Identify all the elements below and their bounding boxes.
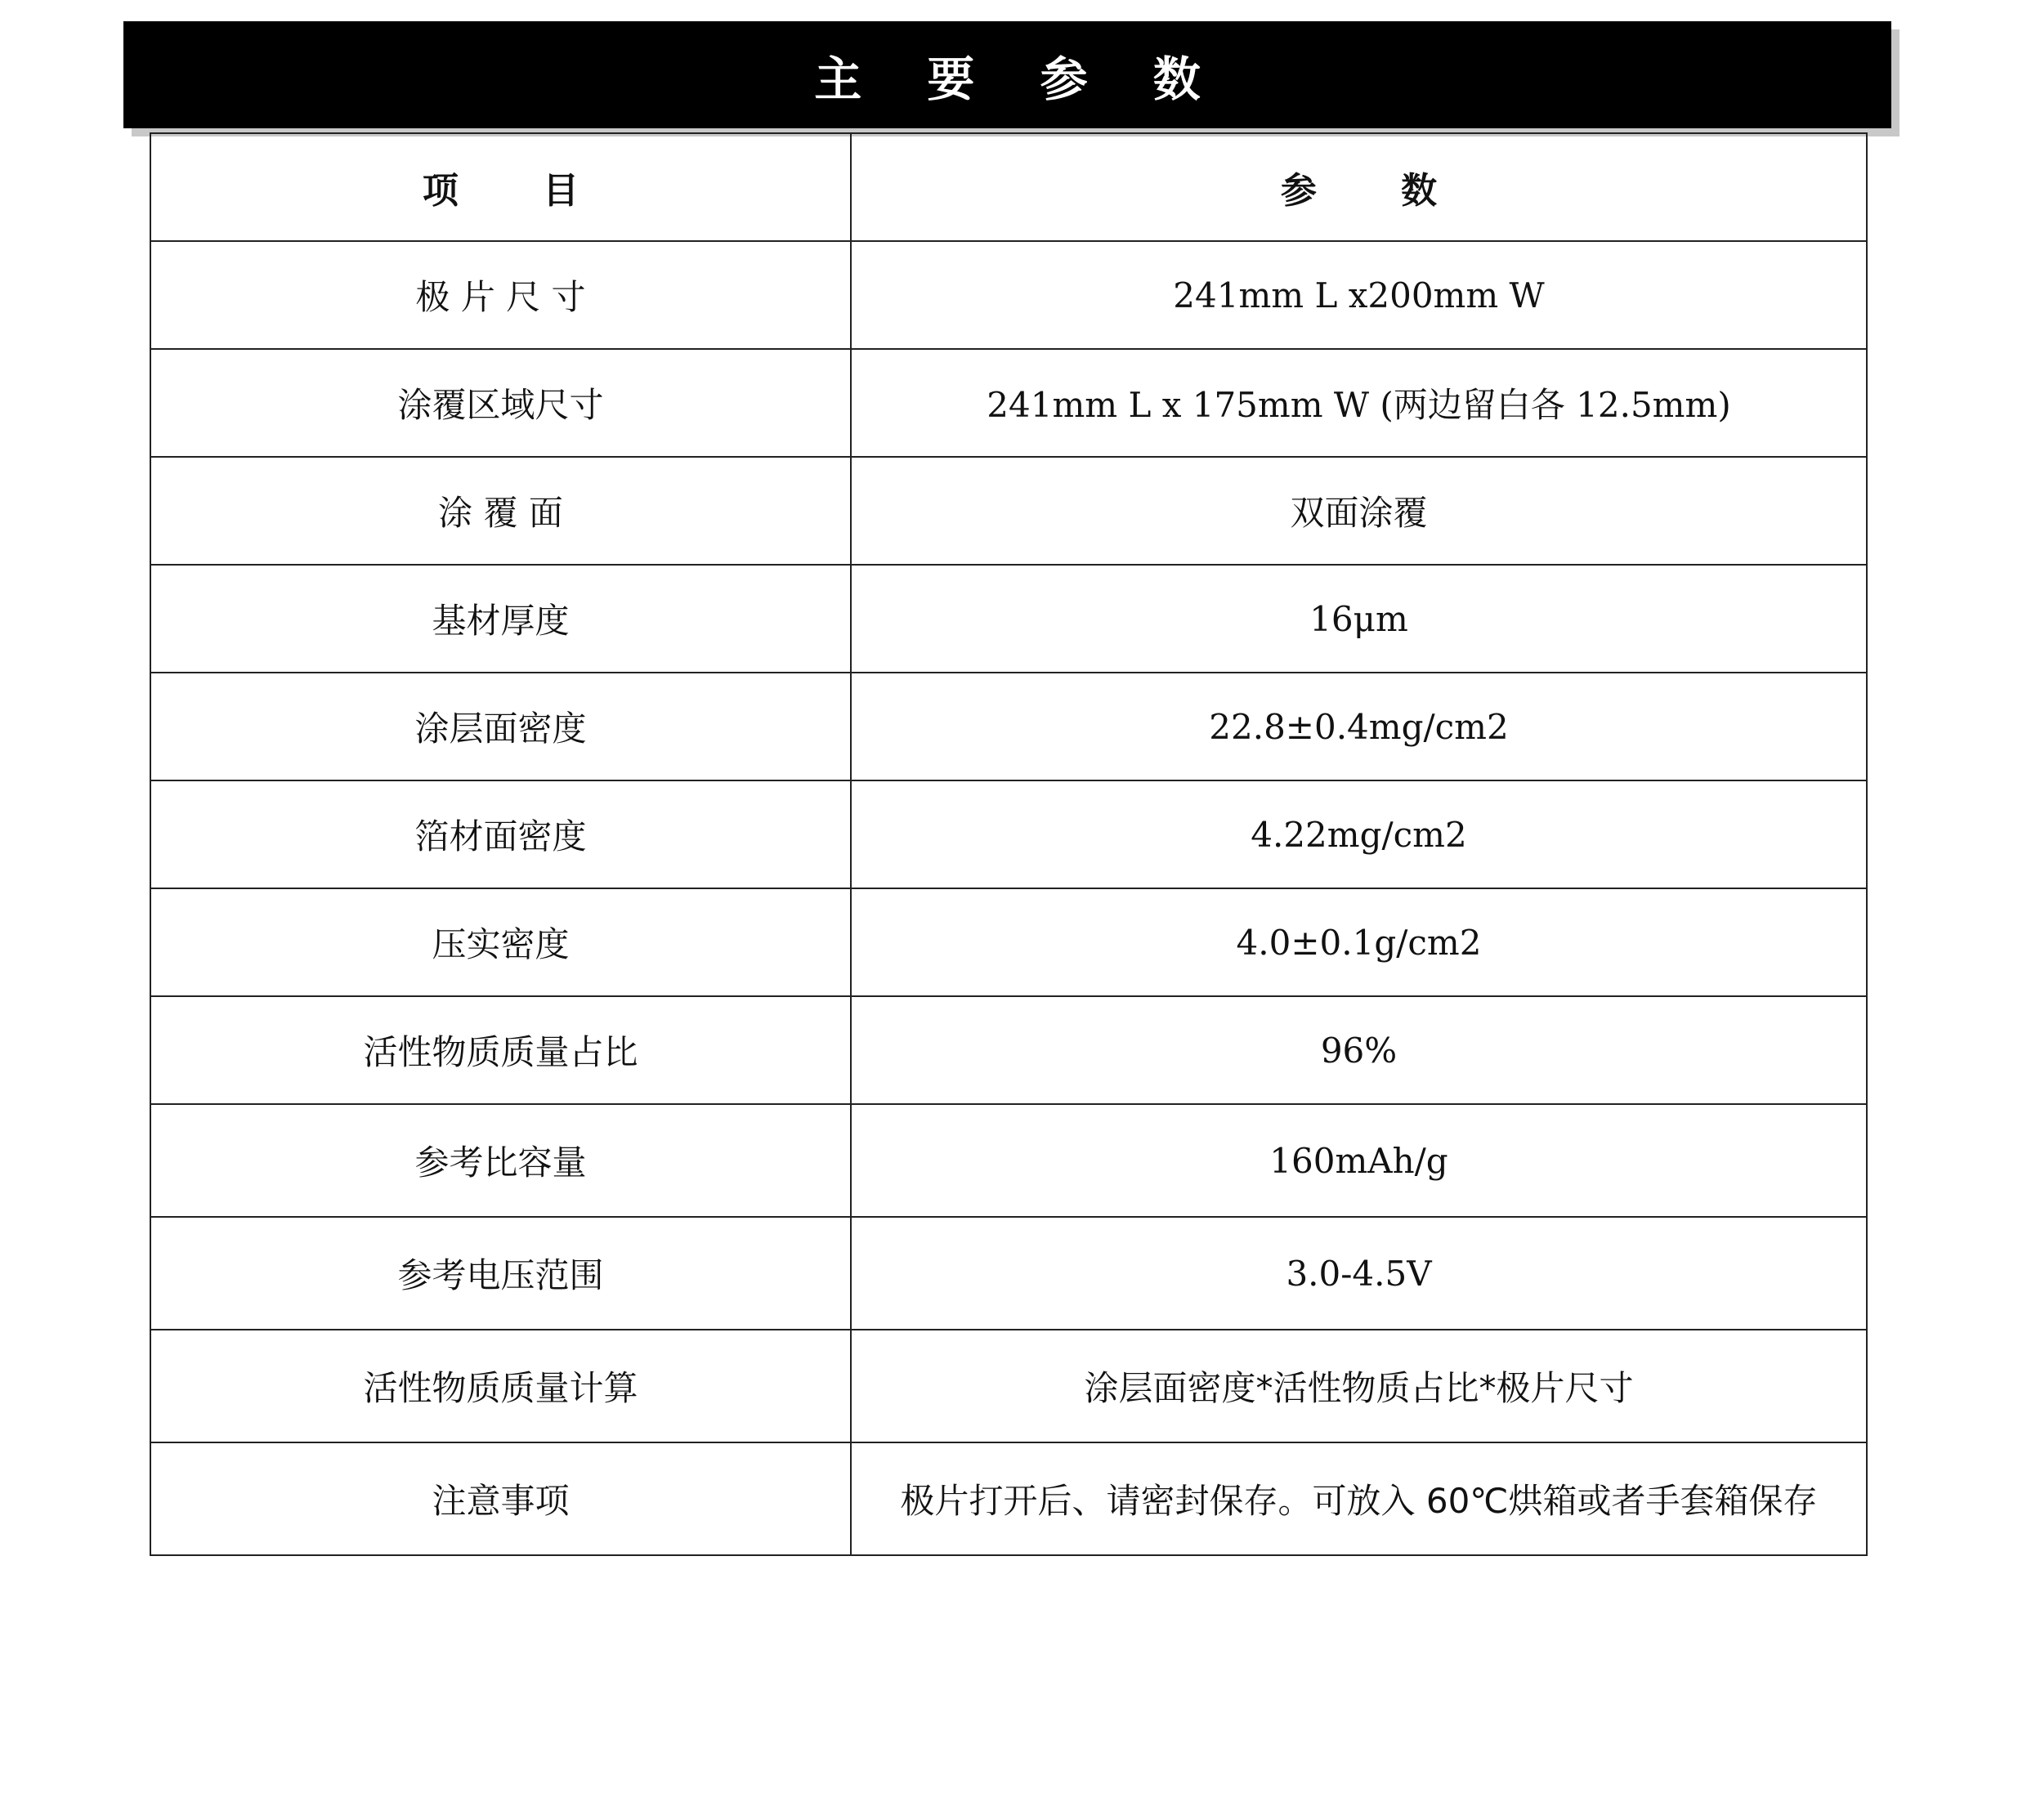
row-item: 参考比容量 <box>150 1104 851 1217</box>
table-row <box>150 457 1867 565</box>
row-value: 241mm L x 175mm W (两边留白各 12.5mm) <box>851 349 1867 457</box>
table-row <box>150 565 1867 673</box>
table-row <box>150 241 1867 349</box>
row-item: 参考电压范围 <box>150 1217 851 1330</box>
table-row <box>150 888 1867 996</box>
table-row <box>150 1217 1867 1330</box>
row-item: 涂覆区域尺寸 <box>150 349 851 457</box>
row-item: 注意事项 <box>150 1442 851 1555</box>
row-value: 3.0-4.5V <box>851 1217 1867 1330</box>
page-title: 主 要 参 数 <box>814 51 1225 107</box>
row-value: 22.8±0.4mg/cm2 <box>851 673 1867 780</box>
header-value-label: 参 数 <box>1280 170 1474 212</box>
row-value: 极片打开后、请密封保存。可放入 60℃烘箱或者手套箱保存 <box>851 1442 1867 1555</box>
row-item: 箔材面密度 <box>150 780 851 888</box>
row-value: 4.22mg/cm2 <box>851 780 1867 888</box>
row-value: 16μm <box>851 565 1867 673</box>
row-value: 双面涂覆 <box>851 457 1867 565</box>
table-row <box>150 1104 1867 1217</box>
row-item: 基材厚度 <box>150 565 851 673</box>
row-value: 160mAh/g <box>851 1104 1867 1217</box>
header-item <box>150 133 851 241</box>
row-value: 4.0±0.1g/cm2 <box>851 888 1867 996</box>
row-value: 241mm L x200mm W <box>851 241 1867 349</box>
table-row <box>150 1330 1867 1442</box>
row-item: 活性物质质量占比 <box>150 996 851 1104</box>
title-banner <box>123 21 1891 128</box>
table-header-row <box>150 133 1867 241</box>
table-row <box>150 780 1867 888</box>
table-row <box>150 1442 1867 1555</box>
row-item: 活性物质质量计算 <box>150 1330 851 1442</box>
row-value: 涂层面密度*活性物质占比*极片尺寸 <box>851 1330 1867 1442</box>
table-row <box>150 349 1867 457</box>
row-item: 涂层面密度 <box>150 673 851 780</box>
row-item: 极 片 尺 寸 <box>150 241 851 349</box>
parameters-table <box>150 132 1868 1556</box>
row-item: 压实密度 <box>150 888 851 996</box>
header-value <box>851 133 1867 241</box>
table-row <box>150 996 1867 1104</box>
header-item-label: 项 目 <box>422 170 615 212</box>
row-item: 涂 覆 面 <box>150 457 851 565</box>
row-value: 96% <box>851 996 1867 1104</box>
table-row <box>150 673 1867 780</box>
